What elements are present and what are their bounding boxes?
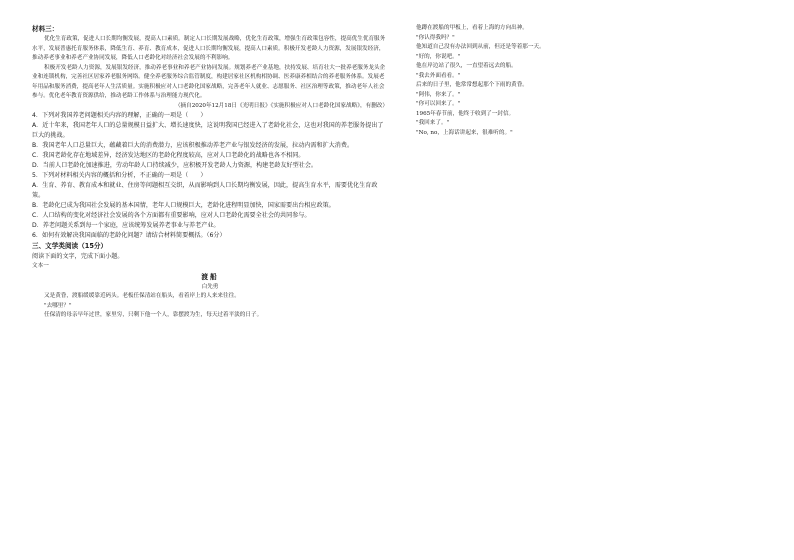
q6-stem: [32, 231, 388, 241]
q6-stem-text: 6．如何有效解决我国面临的老龄化问题？请结合材料简要概括。: [32, 232, 207, 239]
q5-option: D．养老问题关系到每一个家庭，应该统筹发展养老事业与养老产业。: [32, 222, 220, 229]
q4-option: C．我国老龄化存在地域差异，经济发达地区的老龄化程度较高，应对人口老龄化的战略也各不相同。: [32, 152, 305, 159]
story-paragraph: "你可以回来了。": [416, 101, 461, 107]
story-paragraph: "好的，你说吧。": [416, 53, 461, 60]
q5-option: A．生育、养育、教育成本和就业、住房等问题相互交织，从而影响到人口长期均衡发展，因此，提高生育水平，需要优化生育政策。: [32, 182, 378, 199]
story-paragraph: 又是黄昏，渡船缓缓靠近码头。老板任保清站在船头，看着岸上的人来来往往。: [44, 293, 240, 299]
material3-paragraph: 积极开发老龄人力资源，发展银发经济，推动养老事业和养老产业协同发展。规划养老产业基地，扶持发展、培育壮大一批养老服务龙头企业和连锁机构，完善社区居家养老服务网络。健全养老服务综合监管制度，构建居家社区机构相协调、医养康养相结合的养老服务体系。发展老年用品和服务消费，提高老年人生活质量。实施积极应对人口老龄化国家战略，完善老年人就业、志愿服务、社区治理等政策，推动老年人社会参与。优化老年教育资源供给，推动老龄工作体系与治理能力现代化。: [32, 64, 386, 99]
material3-heading: 材料三：: [32, 25, 59, 33]
story-paragraph: 任保清的母亲早年过世，家里穷，只剩下他一个人，靠摆渡为生，每天过着平淡的日子。: [44, 312, 263, 318]
q4-option: D．当前人口老龄化加速推进，劳动年龄人口持续减少，应积极开发老龄人力资源，构建老龄友好型社会。: [32, 162, 318, 169]
q4-option: B．我国老年人口总量巨大，蕴藏着巨大的消费潜力，应该积极推动养老产业与银发经济的发展，拉动内需和扩大消费。: [32, 142, 354, 149]
story-paragraph: 他在岸边站了很久，一直望着远去的船。: [416, 63, 517, 69]
q5-option: C．人口结构的变化对经济社会发展的各个方面都有重要影响，应对人口老龄化需要全社会的共同参与。: [32, 212, 311, 219]
text-label: 文本一: [32, 263, 49, 269]
section3-title: 三、文学类阅读（15分）: [32, 242, 108, 250]
story-paragraph: "No, no，上海话讲起来，很难听的。": [416, 129, 513, 136]
right-column: [404, 24, 766, 548]
q5-option: B．老龄化已成为我国社会发展的基本国情，老年人口规模巨大，老龄化进程明显加快，国家需要出台相应政策。: [32, 202, 335, 209]
story-author: 白先勇: [201, 283, 219, 290]
left-column: [32, 24, 388, 548]
q6-points: （6分）: [206, 232, 226, 239]
q5-stem: 5．下列对材料相关内容的概括和分析，不正确的一项是（ ）: [32, 172, 207, 179]
story-paragraph: "去哪里？": [44, 302, 72, 309]
story-paragraph: 后来的日子里，他常常想起那个下雨的黄昏。: [416, 82, 528, 88]
story-title: 渡船: [201, 272, 219, 281]
story-paragraph: "阿伟，你来了。": [416, 91, 461, 98]
story-paragraph: "你认得我吗？": [416, 34, 455, 41]
section3-instruction: 阅读下面的文字，完成下面小题。: [32, 253, 124, 260]
story-paragraph: "我回来了。": [416, 120, 450, 126]
material3-paragraph: 优化生育政策，促进人口长期均衡发展，提高人口素质。制定人口长期发展战略，优化生育政策，增强生育政策包容性，提高优生优育服务水平，发展普惠托育服务体系，降低生育、养育、教育成本，促进人口长期均衡发展，提高人口素质。积极开发老龄人力资源，发展银发经济，推动养老事业和养老产业协同发展，降低人口老龄化对经济社会发展的不利影响。: [32, 36, 386, 61]
q4-stem: 4．下列对我国养老问题相关内容的理解，正确的一项是（ ）: [32, 112, 207, 119]
story-paragraph: "我去外面看看。": [416, 72, 461, 79]
story-paragraph: 1965年春节前，他终于收到了一封信。: [416, 110, 515, 117]
material3-source: （摘自2020年12月18日《光明日报》《实施积极应对人口老龄化国家战略》，有删改）: [174, 102, 388, 109]
q4-option: A．近十年来，我国老年人口的总量规模日益扩大、增长速度快，这说明我国已经进入了老龄化社会，这也对我国的养老服务提出了巨大的挑战。: [32, 122, 384, 139]
story-paragraph: 他蹲在渡船的甲板上，看着上海的方向出神。: [416, 25, 528, 31]
story-paragraph: 他知道自己没有办法回到从前，但还是等着那一天。: [416, 44, 545, 50]
